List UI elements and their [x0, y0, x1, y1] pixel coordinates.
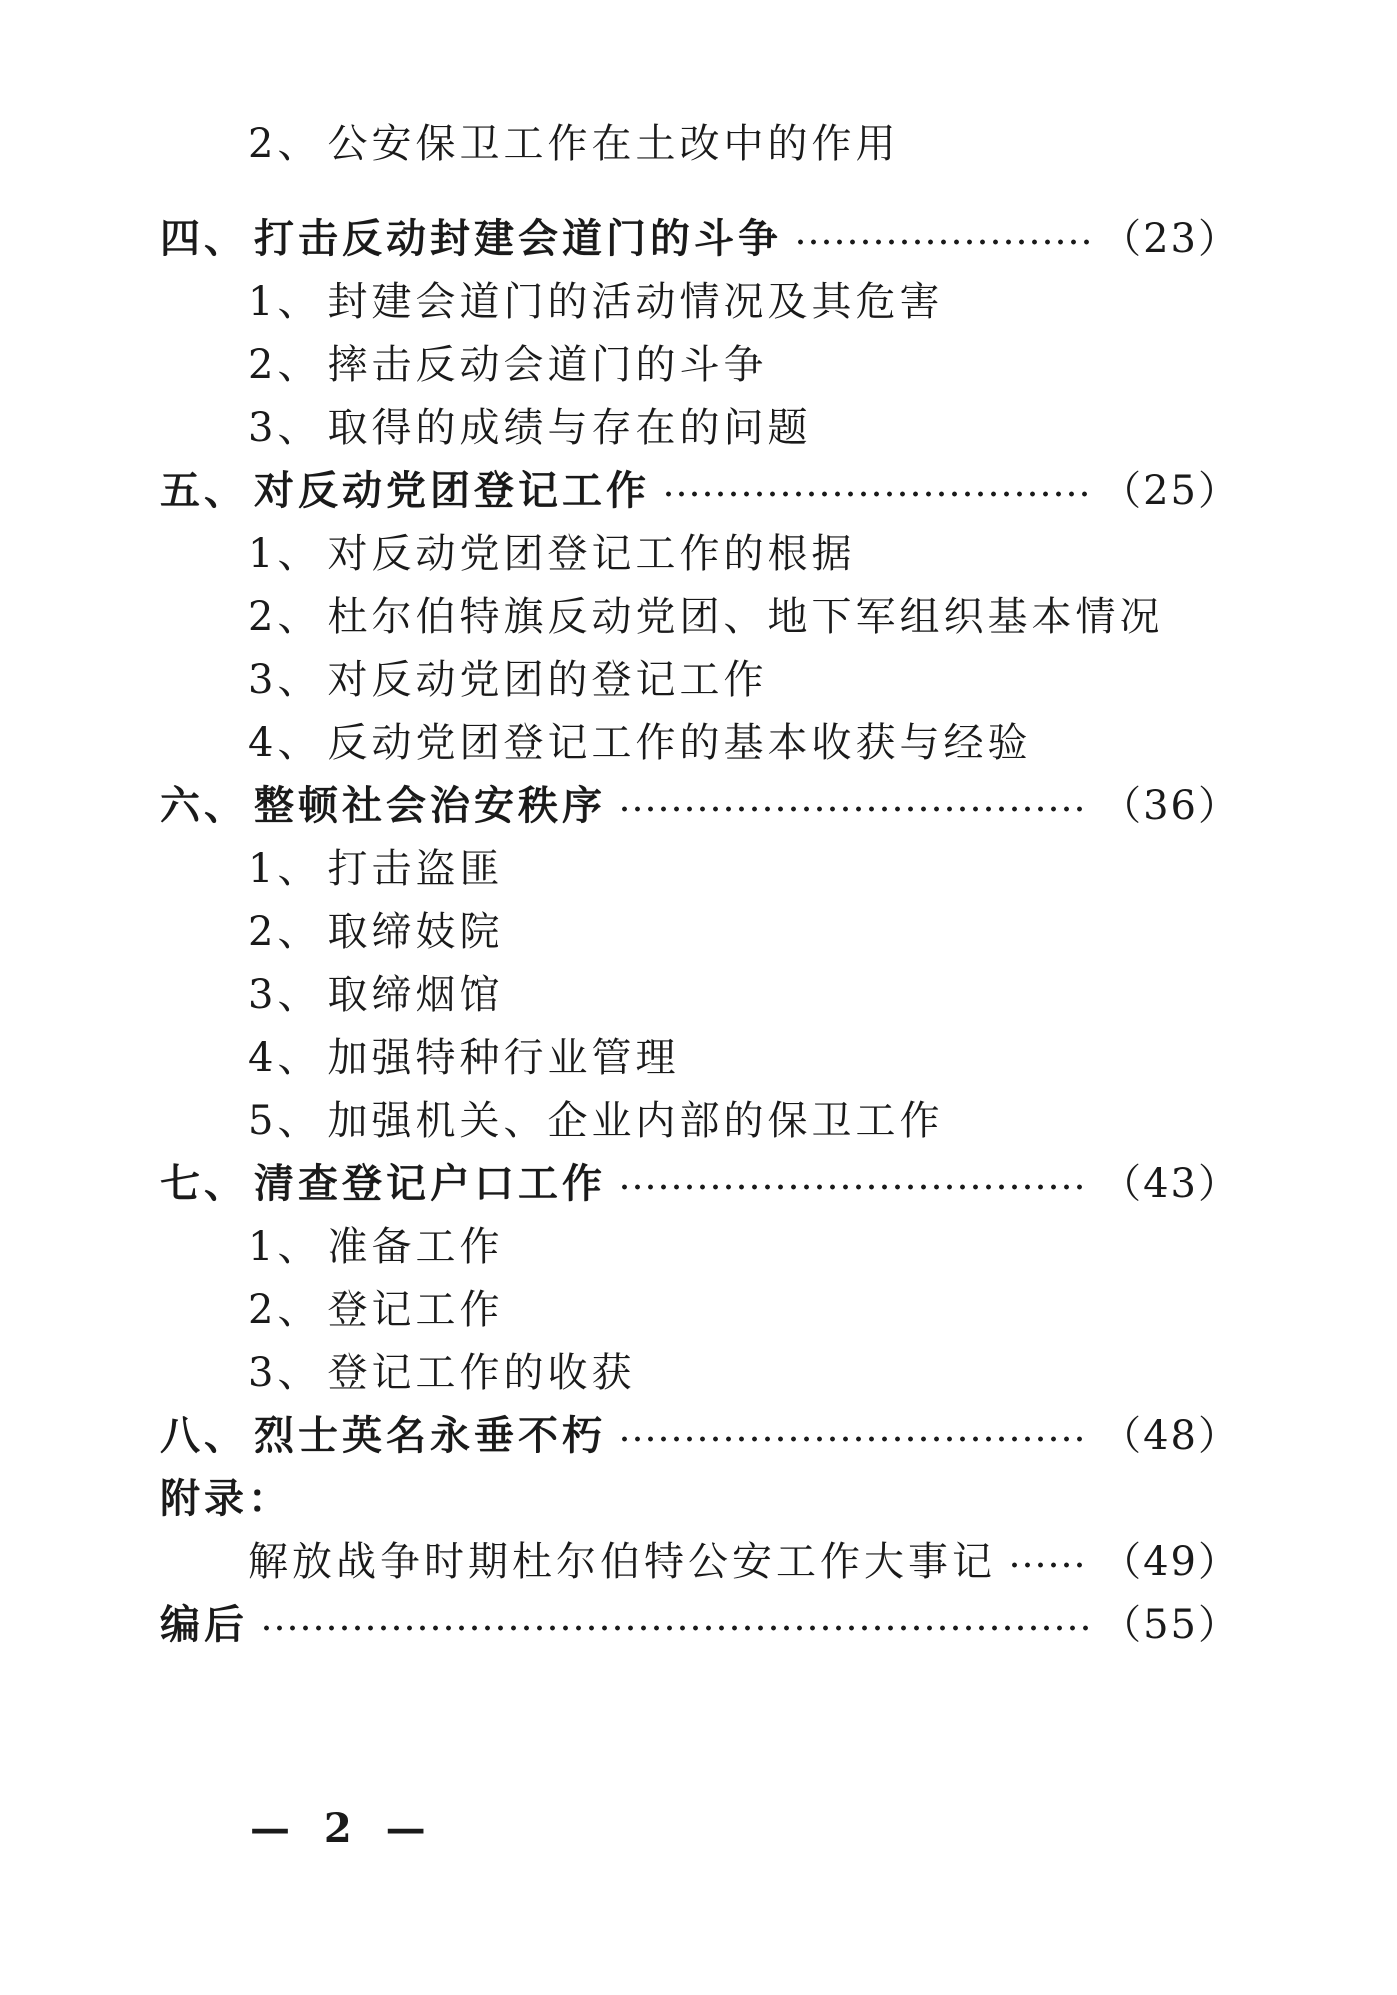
item-title: 登记工作 [327, 1286, 504, 1333]
section-title: 清查登记户口工作 [254, 1159, 606, 1207]
toc-subitem [248, 110, 1240, 170]
leader-dots [794, 237, 1089, 247]
section-number: 八、 [160, 1411, 248, 1459]
toc-section-6 [160, 772, 1240, 832]
item-title: 取得的成绩与存在的问题 [327, 404, 812, 451]
leader-dots [1008, 1560, 1089, 1570]
toc-subitem [248, 394, 1240, 454]
section-title: 对反动党团登记工作 [254, 466, 650, 514]
toc-subitem [248, 1339, 1240, 1399]
postscript-title: 编后 [160, 1600, 248, 1648]
toc-subitem [248, 898, 1240, 958]
toc-subitem [248, 520, 1240, 580]
item-title: 摔击反动会道门的斗争 [327, 341, 768, 388]
item-number: 3、 [248, 971, 322, 1018]
item-title: 准备工作 [327, 1223, 504, 1270]
toc-subitem [248, 1024, 1240, 1084]
leader-dots [618, 1182, 1089, 1192]
item-number: 2、 [248, 120, 322, 167]
item-title: 对反动党团的登记工作 [327, 656, 768, 703]
item-title: 反动党团登记工作的基本收获与经验 [327, 719, 1032, 766]
item-title: 公安保卫工作在土改中的作用 [327, 120, 900, 167]
toc-section-8 [160, 1402, 1240, 1462]
section-title: 整顿社会治安秩序 [254, 781, 606, 829]
item-title: 加强特种行业管理 [327, 1034, 680, 1081]
item-number: 1、 [248, 278, 322, 325]
leader-dots [618, 1434, 1089, 1444]
section-title: 烈士英名永垂不朽 [254, 1411, 606, 1459]
page-number: — 2 — [250, 1805, 436, 1852]
item-number: 2、 [248, 593, 322, 640]
item-number: 1、 [248, 845, 322, 892]
section-number: 四、 [160, 214, 248, 262]
item-number: 2、 [248, 908, 322, 955]
item-title: 杜尔伯特旗反动党团、地下军组织基本情况 [327, 593, 1164, 640]
toc-subitem [248, 1087, 1240, 1147]
toc-subitem [248, 331, 1240, 391]
toc-subitem [248, 1213, 1240, 1273]
item-title: 打击盗匪 [327, 845, 504, 892]
toc-subitem [248, 961, 1240, 1021]
item-number: 5、 [248, 1097, 322, 1144]
page-reference: （55） [1101, 1601, 1240, 1648]
toc-subitem [248, 583, 1240, 643]
toc-section-7 [160, 1150, 1240, 1210]
section-number: 六、 [160, 781, 248, 829]
item-number: 1、 [248, 530, 322, 577]
item-number: 3、 [248, 656, 322, 703]
page-reference: （23） [1101, 215, 1240, 262]
page-reference: （25） [1101, 467, 1240, 514]
item-number: 2、 [248, 1286, 322, 1333]
item-number: 2、 [248, 341, 322, 388]
section-title: 打击反动封建会道门的斗争 [254, 214, 782, 262]
toc-subitem [248, 268, 1240, 328]
toc-appendix [160, 1465, 1240, 1525]
item-number: 3、 [248, 1349, 322, 1396]
toc-appendix-item [248, 1528, 1240, 1588]
item-title: 取缔烟馆 [327, 971, 504, 1018]
leader-dots [618, 804, 1089, 814]
toc-subitem [248, 709, 1240, 769]
toc-subitem [248, 646, 1240, 706]
item-number: 1、 [248, 1223, 322, 1270]
page-reference: （49） [1101, 1538, 1240, 1585]
section-number: 七、 [160, 1159, 248, 1207]
item-title: 解放战争时期杜尔伯特公安工作大事记 [248, 1538, 996, 1585]
item-title: 加强机关、企业内部的保卫工作 [327, 1097, 944, 1144]
toc-section-5 [160, 457, 1240, 517]
toc-postscript [160, 1591, 1240, 1651]
item-number: 3、 [248, 404, 322, 451]
item-title: 对反动党团登记工作的根据 [327, 530, 856, 577]
leader-dots [260, 1623, 1089, 1633]
item-title: 取缔妓院 [327, 908, 504, 955]
item-number: 4、 [248, 1034, 322, 1081]
page-reference: （36） [1101, 782, 1240, 829]
toc-section-4 [160, 205, 1240, 265]
appendix-title: 附录： [160, 1474, 292, 1522]
item-title: 登记工作的收获 [327, 1349, 636, 1396]
leader-dots [662, 489, 1089, 499]
section-number: 五、 [160, 466, 248, 514]
page-reference: （48） [1101, 1412, 1240, 1459]
toc-subitem [248, 1276, 1240, 1336]
toc-subitem [248, 835, 1240, 895]
item-title: 封建会道门的活动情况及其危害 [327, 278, 944, 325]
page-reference: （43） [1101, 1160, 1240, 1207]
item-number: 4、 [248, 719, 322, 766]
